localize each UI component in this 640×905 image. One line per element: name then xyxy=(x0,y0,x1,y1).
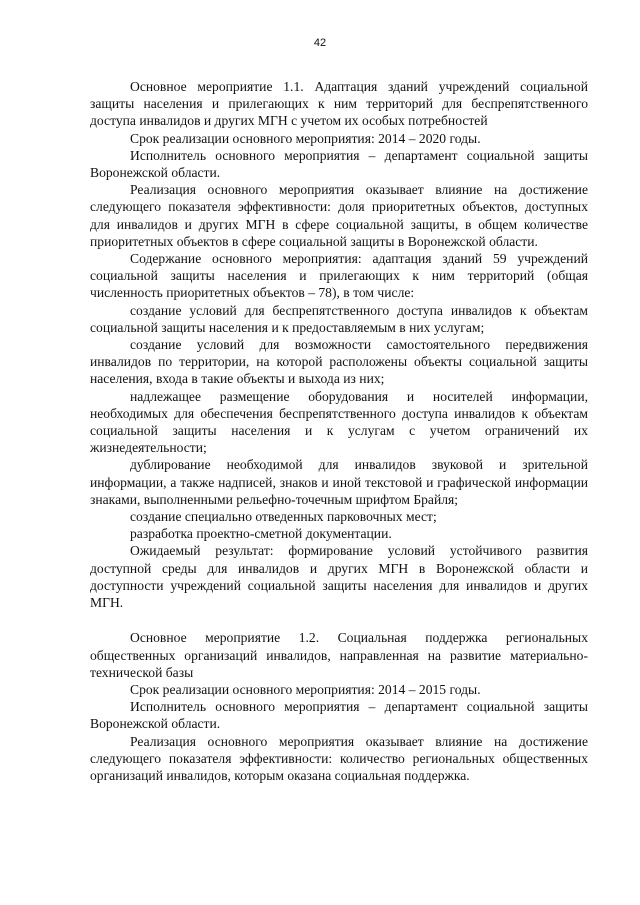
measure-1-1-content: Содержание основного мероприятия: адаптация зданий 59 учреждений социальной защиты населения и прилегающих к ним территорий (общая численность приоритетных объектов – 78), в том числе: xyxy=(90,251,588,301)
page-number: 42 xyxy=(313,37,327,49)
list-item: разработка проектно-сметной документации. xyxy=(130,526,392,542)
list-item: создание специально отведенных парковочных мест; xyxy=(130,509,437,525)
measure-1-1-executor: Исполнитель основного мероприятия – департамент социальной защиты Воронежской области. xyxy=(90,147,588,181)
measure-1-1-title: Основное мероприятие 1.1. Адаптация зданий учреждений социальной защиты населения и прилегающих к ним территорий для беспрепятственного доступа инвалидов и других МГН с учетом их особых потребностей xyxy=(90,79,588,129)
measure-1-1-indicator: Реализация основного мероприятия оказывает влияние на достижение следующего показателя эффективности: доля приоритетных объектов, доступных для инвалидов и других МГН в сфере социальной защиты, в общем количестве приоритетных объектов в сфере социальной защиты в Воронежской области. xyxy=(90,182,588,249)
document-body xyxy=(90,78,588,784)
list-item: создание условий для беспрепятственного доступа инвалидов к объектам социальной защиты населения и к предоставляемым в них услугам; xyxy=(90,302,588,335)
measure-1-2-period: Срок реализации основного мероприятия: 2014 – 2015 годы. xyxy=(130,681,481,697)
list-item: надлежащее размещение оборудования и носителей информации, необходимых для обеспечения беспрепятственного доступа инвалидов к объектам социальной защиты населения и к услугам с учетом ограничений их жизнедеятельности; xyxy=(90,388,588,456)
measure-1-2-indicator: Реализация основного мероприятия оказывает влияние на достижение следующего показателя эффективности: количество региональных общественных организаций инвалидов, которым оказана социальная поддержка. xyxy=(90,733,588,783)
measure-1-1-result: Ожидаемый результат: формирование условий устойчивого развития доступной среды для инвалидов и других МГН в Воронежской области и доступности учреждений социальной защиты населения для инвалидов и других МГН. xyxy=(90,543,588,611)
measure-1-1-period: Срок реализации основного мероприятия: 2014 – 2020 годы. xyxy=(130,130,481,146)
list-item: создание условий для возможности самостоятельного передвижения инвалидов по территории, на которой расположены объекты социальной защиты населения, входа в такие объекты и выхода из них; xyxy=(90,337,588,387)
measure-1-2-title: Основное мероприятие 1.2. Социальная поддержка региональных общественных организаций инвалидов, направленная на развитие материально-технической базы xyxy=(90,630,588,680)
measure-1-2-executor: Исполнитель основного мероприятия – департамент социальной защиты Воронежской области. xyxy=(90,699,588,732)
list-item: дублирование необходимой для инвалидов звуковой и зрительной информации, а также надписей, знаков и иной текстовой и графической информации знаками, выполненными рельефно-точечным шрифтом Брайля; xyxy=(90,457,588,507)
